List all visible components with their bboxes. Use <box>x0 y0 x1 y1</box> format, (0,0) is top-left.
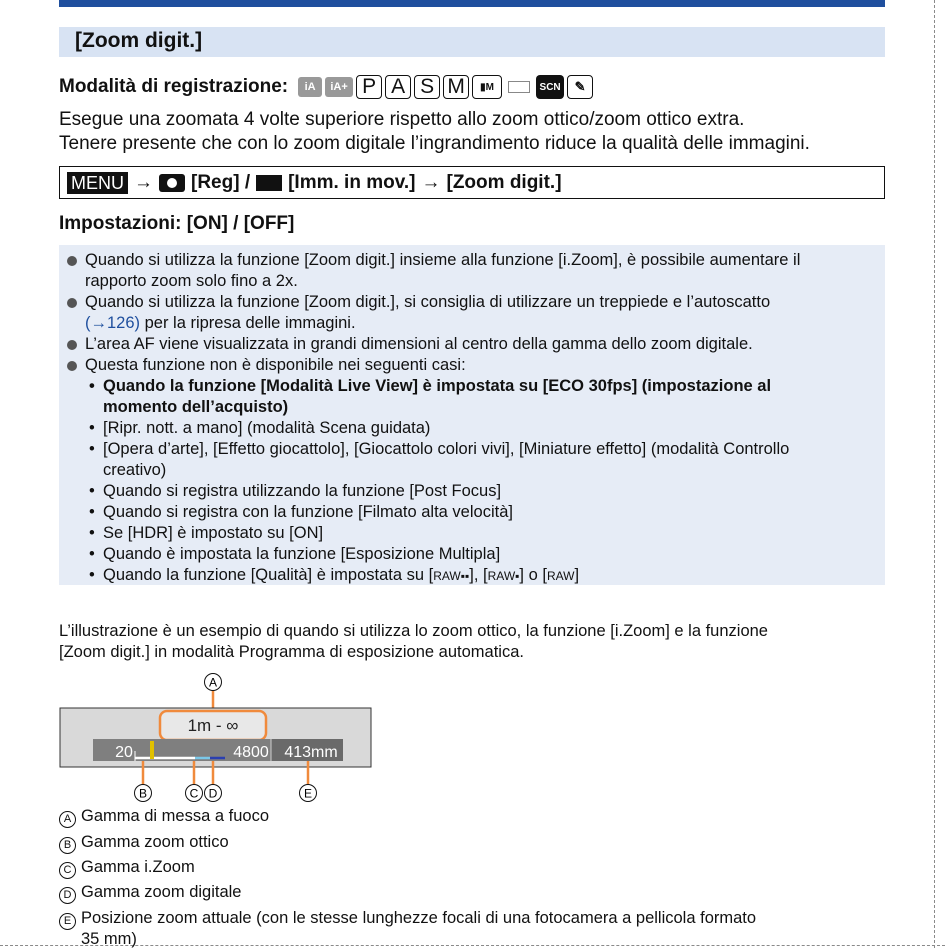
top-accent-bar <box>59 0 885 7</box>
notes-box: Quando si utilizza la funzione [Zoom digit.] insieme alla funzione [i.Zoom], è possibile aumentare il rapporto zoom solo fino a 2x. Quando si utilizza la funzione [Zoom digit.], si consiglia di utilizzare un treppiede e l’autoscatto (→126) per la ripresa delle immagini. L’area AF viene visualizzata in grandi dimensioni al centro della gamma dello zoom digitale. Questa funzione non è disponibile nei seguenti casi: • Quando la funzione [Modalità Live View] è impostata su [ECO 30fps] (impostazione al momento dell’acquisto) • [Ripr. nott. a mano] (modalità Scena guidata) • [Opera d’arte], [Effetto giocattolo], [Giocattolo colori vivi], [Miniature effetto] (modalità Controllo creativo) • Quando si registra utilizzando la funzione [Post Focus] • Quando si registra con la funzione [Filmato alta velocità] • Se [HDR] è impostato su [ON] • Quando è impostata la funzione [Esposizione Multipla] • Quando la funzione [Qualità] è impostata su [RAW▪▪], [RAW▪] o [RAW] <box>59 245 885 585</box>
mode-icons <box>298 75 593 99</box>
svg-text:D: D <box>208 786 218 801</box>
section-title: [Zoom digit.] <box>75 29 203 52</box>
menu-tag: MENU <box>67 172 128 194</box>
legend-d: D Gamma zoom digitale <box>59 882 241 904</box>
raw-icon: RAW <box>546 569 575 583</box>
legend-a: A Gamma di messa a fuoco <box>59 806 269 828</box>
recording-mode-label: Modalità di registrazione: <box>59 76 289 97</box>
page-link-126[interactable]: (→126) <box>85 314 141 332</box>
legend-a-mark: A <box>59 811 76 828</box>
max-focal-label: 4800 <box>233 744 269 761</box>
svg-text:A: A <box>208 675 218 690</box>
intelligent-auto-plus-icon: iA+ <box>325 77 353 97</box>
section-header <box>59 27 885 57</box>
menu-movie: [Imm. in mov.] <box>288 171 416 193</box>
zoom-diagram <box>59 669 374 804</box>
page-border-bottom <box>0 945 945 946</box>
raw-standard-icon: RAW▪ <box>487 569 520 583</box>
legend-d-mark: D <box>59 887 76 904</box>
scene-guide-icon: SCN <box>536 75 564 99</box>
legend-e-mark: E <box>59 913 76 930</box>
manual-mode-icon: M <box>443 75 469 99</box>
menu-path <box>59 166 885 199</box>
menu-reg: [Reg] / <box>191 171 251 193</box>
raw-fine-icon: RAW▪▪ <box>433 569 470 583</box>
shutter-priority-icon: S <box>414 75 440 99</box>
movie-camera-icon <box>256 175 282 191</box>
bullet-icon <box>67 361 77 371</box>
legend-b-mark: B <box>59 837 76 854</box>
settings-label: Impostazioni: [ON] / [OFF] <box>59 213 295 234</box>
legend-c: C Gamma i.Zoom <box>59 857 195 879</box>
legend-c-mark: C <box>59 862 76 879</box>
focus-range-label: 1m - ∞ <box>187 716 239 735</box>
panorama-icon <box>508 81 530 93</box>
recording-mode-row <box>59 73 593 101</box>
menu-arrow-2: → <box>421 171 441 193</box>
svg-text:C: C <box>189 786 199 801</box>
illustration-caption: L’illustrazione è un esempio di quando si utilizza lo zoom ottico, la funzione [i.Zoom] e la funzione [Zoom digit.] in modalità Programma di esposizione automatica. <box>59 622 768 661</box>
description-line-1: Esegue una zoomata 4 volte superiore rispetto allo zoom ottico/zoom ottico extra. <box>59 109 745 130</box>
bullet-icon <box>67 256 77 266</box>
legend-b: B Gamma zoom ottico <box>59 832 229 854</box>
bullet-icon <box>67 340 77 350</box>
page-border-right <box>934 0 935 948</box>
aperture-priority-icon: A <box>385 75 411 99</box>
zoom-position-indicator <box>150 741 154 759</box>
menu-arrow: → <box>134 171 153 193</box>
current-focal-label: 413mm <box>284 744 338 761</box>
svg-text:E: E <box>303 786 313 801</box>
description-line-2: Tenere presente che con lo zoom digitale l’ingrandimento riduce la qualità delle immagini. <box>59 133 810 154</box>
menu-item: [Zoom digit.] <box>446 171 562 193</box>
min-focal-label: 20 <box>115 744 133 761</box>
creative-control-icon: ✎ <box>567 75 593 99</box>
bullet-icon <box>67 298 77 308</box>
legend-e-cont: 35 mm) <box>81 930 137 948</box>
intelligent-auto-icon: iA <box>298 77 322 97</box>
legend-e: E Posizione zoom attuale (con le stesse lunghezze focali di una fotocamera a pellicola formato <box>59 908 756 930</box>
creative-video-icon: ▮ M <box>472 75 502 99</box>
camera-icon <box>159 174 185 192</box>
program-mode-icon: P <box>356 75 382 99</box>
svg-text:B: B <box>138 786 148 801</box>
